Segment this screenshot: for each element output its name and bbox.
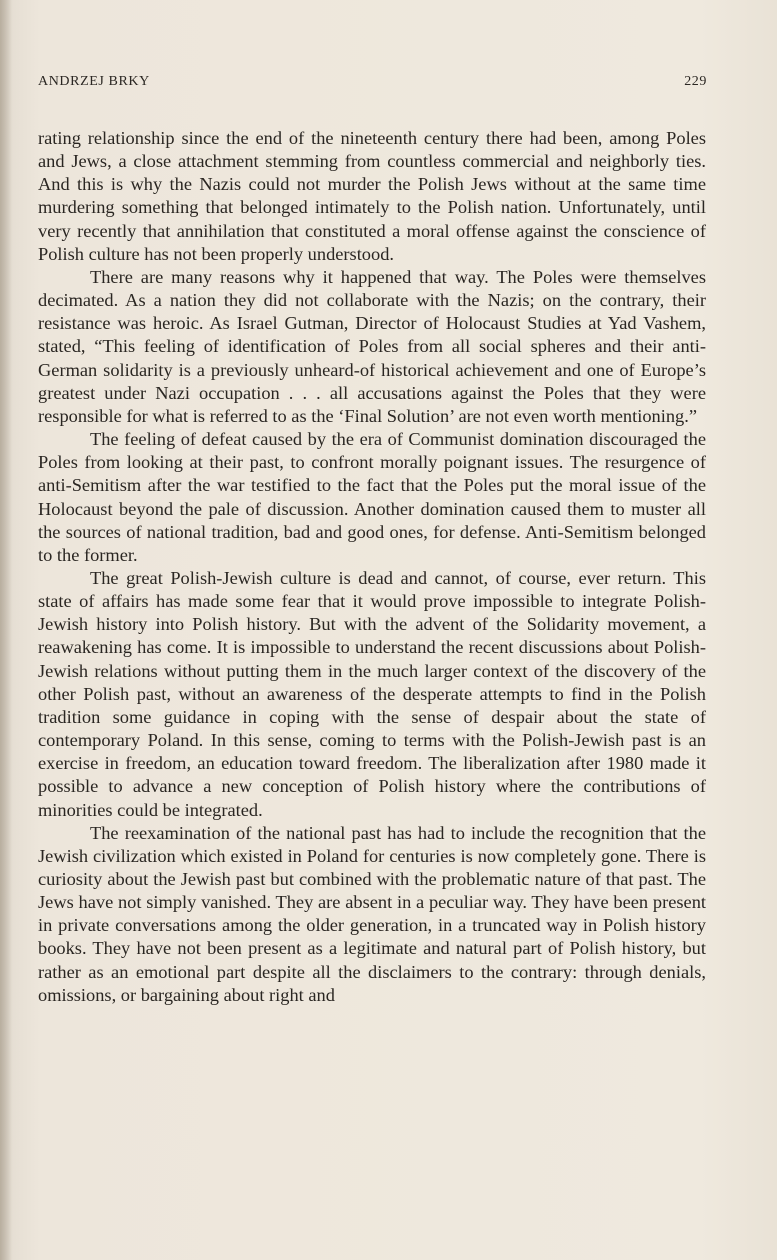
paragraph-continued: rating relationship since the end of the nineteenth century there had been, among Poles and Jews, a close attachment stemming from countless commercial and neighborly ties. And this is why the Nazis could not murder the Polish Jews without at the same time murdering something that belonged intimately to the Polish nation. Unfortunately, until very recently that annihilation that constituted a moral offense against the conscience of Polish culture has not been properly understood.: [38, 128, 706, 264]
paragraph: The reexamination of the national past has had to include the recognition that the Jewish civilization which existed in Poland for centuries is now completely gone. There is curiosity about the Jewish past but combined with the problematic nature of that past. The Jews have not simply vanished. They are absent in a peculiar way. They have been present in private conversations among the older generation, in a truncated way in Polish history books. They have not been present as a legitimate and natural part of Polish history, but rather as an emotional part despite all the disclaimers to the contrary: through denials, omissions, or bargaining about right and: [38, 822, 706, 1005]
paragraph: There are many reasons why it happened that way. The Poles were themselves decimated. As a nation they did not collaborate with the Nazis; on the contrary, their resistance was heroic. As Israel Gutman, Director of Holocaust Studies at Yad Vashem, stated, “This feeling of identification of Poles from all social spheres and their anti-German solidarity is a previously unheard-of historical achievement and one of Europe’s greatest under Nazi occupation . . . all accusations against the Poles that they were responsible for what is referred to as the ‘Final Solution’ are not even worth mentioning.”: [38, 266, 706, 426]
body-text: [38, 127, 706, 1007]
paragraph: The great Polish-Jewish culture is dead and cannot, of course, ever return. This state of affairs has made some fear that it would prove impossible to integrate Polish-Jewish history into Polish history. But with the advent of the Solidarity movement, a reawakening has come. It is impossible to understand the recent discussions about Polish-Jewish relations without putting them in the much larger context of the discovery of the other Polish past, without an awareness of the desperate attempts to find in the Polish tradition some guidance in coping with the sense of despair about the state of contemporary Poland. In this sense, coming to terms with the Polish-Jewish past is an exercise in freedom, an education toward freedom. The liberalization after 1980 made it possible to advance a new conception of Polish history where the contributions of minorities could be integrated.: [38, 567, 706, 820]
binding-gutter-shadow: [0, 0, 12, 1260]
running-head: [38, 74, 707, 94]
paragraph: The feeling of defeat caused by the era of Communist domination discouraged the Poles from looking at their past, to confront morally poignant issues. The resurgence of anti-Semitism after the war testified to the fact that the Poles put the moral issue of the Holocaust beyond the pale of discussion. Another domination caused them to muster all the sources of national tradition, bad and good ones, for defense. Anti-Semitism belonged to the former.: [38, 429, 706, 565]
page-number: 229: [684, 74, 707, 89]
running-title: ANDRZEJ BRKY: [38, 74, 150, 89]
